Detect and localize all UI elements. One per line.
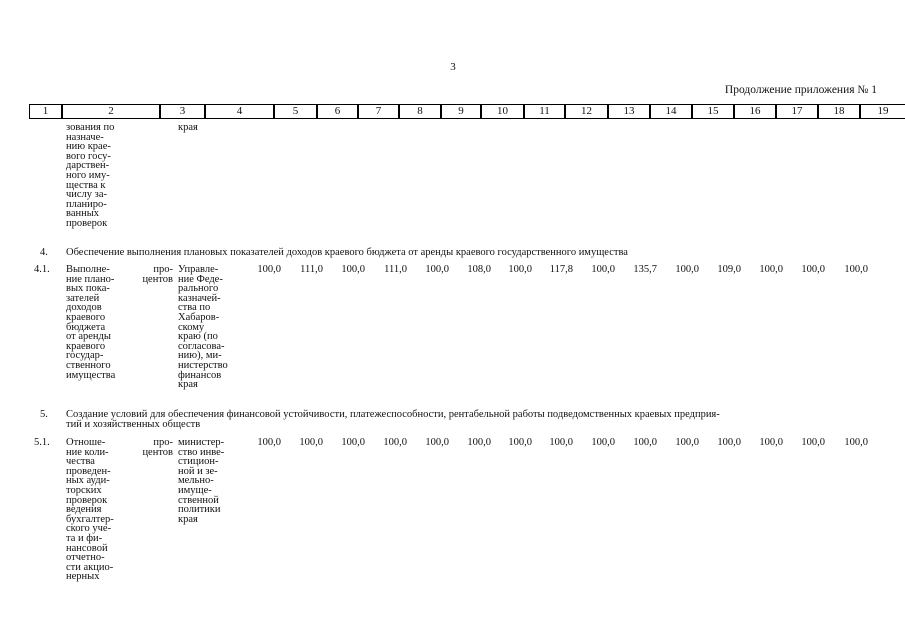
row-5-1-value: 100,0 xyxy=(591,437,615,448)
header-col-4: 4 xyxy=(205,104,274,119)
row-5-1-value: 100,0 xyxy=(467,437,491,448)
row-4-1-name: Выполне- ние плано- вых пока- зателей доходов краевого бюджета от аренды краевого государ- ственного имущества xyxy=(66,264,116,381)
header-col-8: 8 xyxy=(399,104,441,119)
row-5-1-value: 100,0 xyxy=(299,437,323,448)
row-4-1-value: 100,0 xyxy=(844,264,868,275)
header-col-13: 13 xyxy=(608,104,650,119)
section-4-number: 4. xyxy=(40,247,48,258)
row-4-1-value: 108,0 xyxy=(467,264,491,275)
row-5-1-value: 100,0 xyxy=(759,437,783,448)
row-5-1-value: 100,0 xyxy=(549,437,573,448)
row-4-1-value: 111,0 xyxy=(300,264,323,275)
header-col-11: 11 xyxy=(524,104,565,119)
appendix-continuation-label: Продолжение приложения № 1 xyxy=(724,84,877,96)
header-col-19: 19 xyxy=(860,104,905,119)
header-col-2: 2 xyxy=(62,104,160,119)
prev-row-executor: края xyxy=(178,122,198,133)
header-col-9: 9 xyxy=(441,104,481,119)
row-4-1-value: 111,0 xyxy=(384,264,407,275)
row-5-1-value: 100,0 xyxy=(508,437,532,448)
row-4-1-value: 117,8 xyxy=(549,264,573,275)
row-4-1-value: 100,0 xyxy=(591,264,615,275)
row-5-1-executor: министер- ство инве- стицион- ной и зе- мельно- имуще- ственной политики края xyxy=(178,437,225,525)
header-col-12: 12 xyxy=(565,104,608,119)
row-4-1-number: 4.1. xyxy=(34,264,50,275)
row-4-1-value: 135,7 xyxy=(633,264,657,275)
row-5-1-value: 100,0 xyxy=(341,437,365,448)
header-col-7: 7 xyxy=(358,104,399,119)
row-5-1-name: Отноше- ние коли- чества проведен- ных ауди- торских проверок ведения бухгалтер- ского уче- та и фи- нансовой отчетно- сти акцио- нерных xyxy=(66,437,114,583)
row-5-1-value: 100,0 xyxy=(633,437,657,448)
row-4-1-value: 100,0 xyxy=(508,264,532,275)
row-5-1-value: 100,0 xyxy=(801,437,825,448)
section-4-title: Обеспечение выполнения плановых показателей доходов краевого бюджета от аренды краевого государственного имущества xyxy=(66,247,628,258)
row-4-1-value: 100,0 xyxy=(801,264,825,275)
row-5-1-value: 100,0 xyxy=(717,437,741,448)
row-4-1-value: 100,0 xyxy=(341,264,365,275)
row-4-1-value: 100,0 xyxy=(675,264,699,275)
page-number: 3 xyxy=(450,61,456,73)
row-4-1-value: 100,0 xyxy=(425,264,449,275)
header-col-10: 10 xyxy=(481,104,524,119)
header-col-1: 1 xyxy=(29,104,62,119)
row-4-1-value: 100,0 xyxy=(257,264,281,275)
section-5-title: Создание условий для обеспечения финансовой устойчивости, платежеспособности, рентабельной работы подведомственных краевых предприя- тий и хозяйственных обществ xyxy=(66,409,720,430)
row-5-1-number: 5.1. xyxy=(34,437,50,448)
row-4-1-unit: про- центов xyxy=(142,264,173,285)
section-5-number: 5. xyxy=(40,409,48,420)
row-5-1-unit: про- центов xyxy=(142,437,173,458)
header-col-18: 18 xyxy=(818,104,860,119)
header-col-15: 15 xyxy=(692,104,734,119)
prev-row-name: зования по назначе- нию крае- вого госу- дарствен- ного иму- щества к числу за- планиро- ванных проверок xyxy=(66,122,115,229)
header-col-6: 6 xyxy=(317,104,358,119)
header-col-3: 3 xyxy=(160,104,205,119)
header-col-14: 14 xyxy=(650,104,692,119)
row-4-1-value: 100,0 xyxy=(759,264,783,275)
row-5-1-value: 100,0 xyxy=(844,437,868,448)
row-5-1-value: 100,0 xyxy=(675,437,699,448)
row-4-1-value: 109,0 xyxy=(717,264,741,275)
header-col-16: 16 xyxy=(734,104,776,119)
row-5-1-value: 100,0 xyxy=(383,437,407,448)
row-4-1-executor: Управле- ние Феде- рального казначей- ства по Хабаров- скому краю (по согласова- нию), ми- нистерство финансов края xyxy=(178,264,228,391)
row-5-1-value: 100,0 xyxy=(257,437,281,448)
header-col-17: 17 xyxy=(776,104,818,119)
row-5-1-value: 100,0 xyxy=(425,437,449,448)
header-col-5: 5 xyxy=(274,104,317,119)
